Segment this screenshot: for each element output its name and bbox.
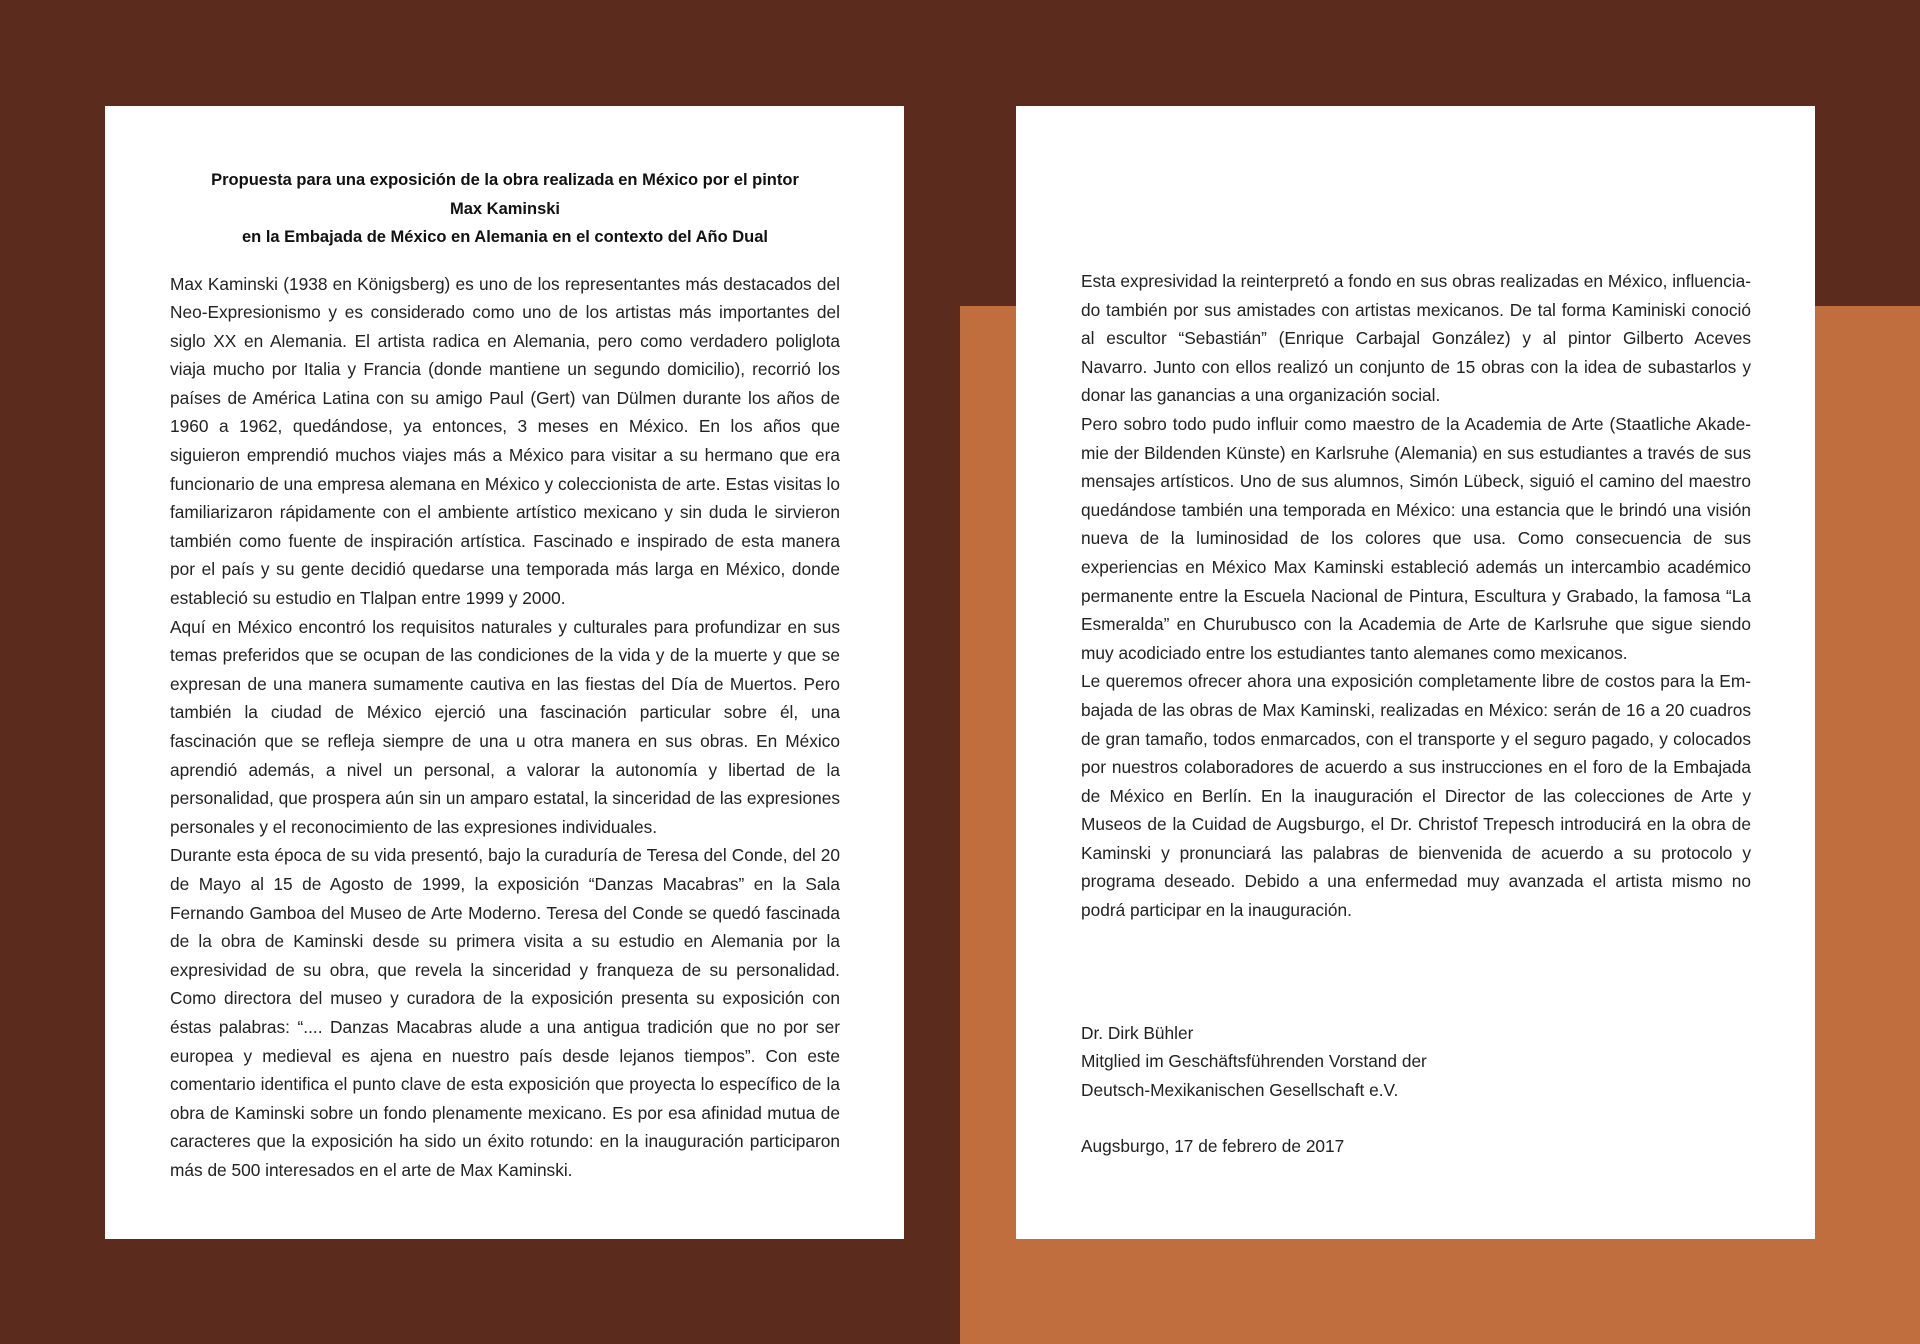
- body-paragraph: Le queremos ofrecer ahora una exposición completamente libre de costos para la Embajada de las obras de Max Kaminski, realizadas en México: serán de 16 a 20 cuadros de gran tamaño, todos enmarcados, con el transporte y el seguro pagado, y colocados por nuestros colaboradores de acuerdo a sus instrucciones en el foro de la Embajada de México en Berlín. En la inauguración el Director de las colecciones de Arte y Museos de la Cuidad de Augsburgo, el Dr. Christof Trepesch introducirá en la obra de Kaminski y pronunciará las palabras de bienvenida de acuerdo a su protocolo y programa deseado. Debido a una enfermedad muy avanzada el artista mismo no podrá participar en la inauguración.: [1081, 671, 1751, 921]
- signature-line: Deutsch-Mexikanischen Gesellschaft e.V.: [1081, 1079, 1399, 1100]
- right-page: [1016, 106, 1815, 1239]
- left-page: [105, 106, 904, 1239]
- title-line: en la Embajada de México en Alemania en el contexto del Año Dual: [241, 228, 768, 246]
- title-line: Propuesta para una exposición de la obra realizada en México por el pintor: [211, 171, 799, 189]
- title-line: Max Kaminski: [449, 199, 561, 218]
- date-line: Augsburgo, 17 de febrero de 2017: [1081, 1136, 1345, 1157]
- body-paragraph: Pero sobro todo pudo influir como maestro de la Academia de Arte (Staatliche Akademie der Bildenden Künste) en Karlsruhe (Alemania) en sus estudiantes a través de sus mensajes artísticos. Uno de sus alumnos, Simón Lübeck, siguió el camino del maestro quedándose también una temporada en México: una estancia que le brindó una visión nueva de la luminosidad de los colores que usa. Como consecuencia de sus experiencias en México Max Kaminski estableció además un intercambio académico permanente entre la Escuela Nacional de Pintura, Escultura y Grabado, la famosa “La Esmeralda” en Churubusco con la Academia de Arte de Karlsruhe que sigue siendo muy acodiciado entre los estudiantes tanto alemanes como mexicanos.: [1081, 413, 1751, 663]
- signature-line: Mitglied im Geschäftsführenden Vorstand der: [1081, 1051, 1427, 1072]
- body-paragraph: Max Kaminski (1938 en Königsberg) es uno de los representantes más destacados del Neo-Expresionismo y es considerado como uno de los artistas más importantes del siglo XX en Alemania. El artista radica en Alemania, pero como verdadero poliglota viaja mucho por Italia y Francia (donde mantiene un segundo domicilio), recorrió los países de América Latina con su amigo Paul (Gert) van Dülmen durante los años de 1960 a 1962, quedándose, ya entonces, 3 meses en México. En los años que siguieron emprendió muchos viajes más a México para visitar a su hermano que era funcionario de una empresa alemana en México y coleccionista de arte. Estas visitas lo familiarizaron rápidamente con el ambiente artístico mexicano y sin duda le sirvieron también como fuente de inspiración artística. Fascinado e inspirado de esta manera por el país y su gente decidió quedarse una temporada más larga en México, donde estableció su estudio en Tlalpan entre 1999 y 2000.: [170, 273, 840, 609]
- document-title: [170, 166, 840, 252]
- signature-line: Dr. Dirk Bühler: [1081, 1022, 1194, 1043]
- signature-block: [1081, 1019, 1751, 1105]
- body-paragraph: Durante esta época de su vida presentó, bajo la curaduría de Teresa del Conde, del 20 de Mayo al 15 de Agosto de 1999, la exposición “Danzas Macabras” en la Sala Fernando Gamboa del Museo de Arte Moderno. Teresa del Conde se quedó fascinada de la obra de Kaminski desde su primera visita a su estudio en Alemania por la expresividad de su obra, que revela la sinceridad y franqueza de su personalidad. Como directora del museo y curadora de la exposición presenta su exposición con éstas palabras: “.... Danzas Macabras alude a una antigua tradición que no por ser europea y medieval es ajena en nuestro país desde lejanos tiempos”. Con este comentario identifica el punto clave de esta exposición que proyecta lo específico de la obra de Kaminski sobre un fondo plenamente mexicano. Es por esa afinidad mutua de caracteres que la exposición ha sido un éxito rotundo: en la inauguración participaron más de 500 interesados en el arte de Max Kaminski.: [170, 845, 840, 1180]
- body-paragraph: Aquí en México encontró los requisitos naturales y culturales para profundizar en sus temas preferidos que se ocupan de las condiciones de la vida y de la muerte y que se expresan de una manera sumamente cautiva en las fiestas del Día de Muertos. Pero también la ciudad de México ejerció una fascinación particular sobre él, una fascinación que se refleja siempre de una u otra manera en sus obras. En México aprendió además, a nivel un personal, a valorar la autonomía y libertad de la personalidad, que prospera aún sin un amparo estatal, la sinceridad de las expresiones personales y el reconocimiento de las expresiones individuales.: [170, 616, 840, 837]
- body-paragraph: Esta expresividad la reinterpretó a fondo en sus obras realizadas en México, influenciado también por sus amistades con artistas mexicanos. De tal forma Kaminiski conoció al escultor “Sebastián” (Enrique Carbajal González) y al pintor Gilberto Aceves Navarro. Junto con ellos realizó un conjunto de 15 obras con la idea de subastarlos y donar las ganancias a una organización social.: [1081, 271, 1751, 406]
